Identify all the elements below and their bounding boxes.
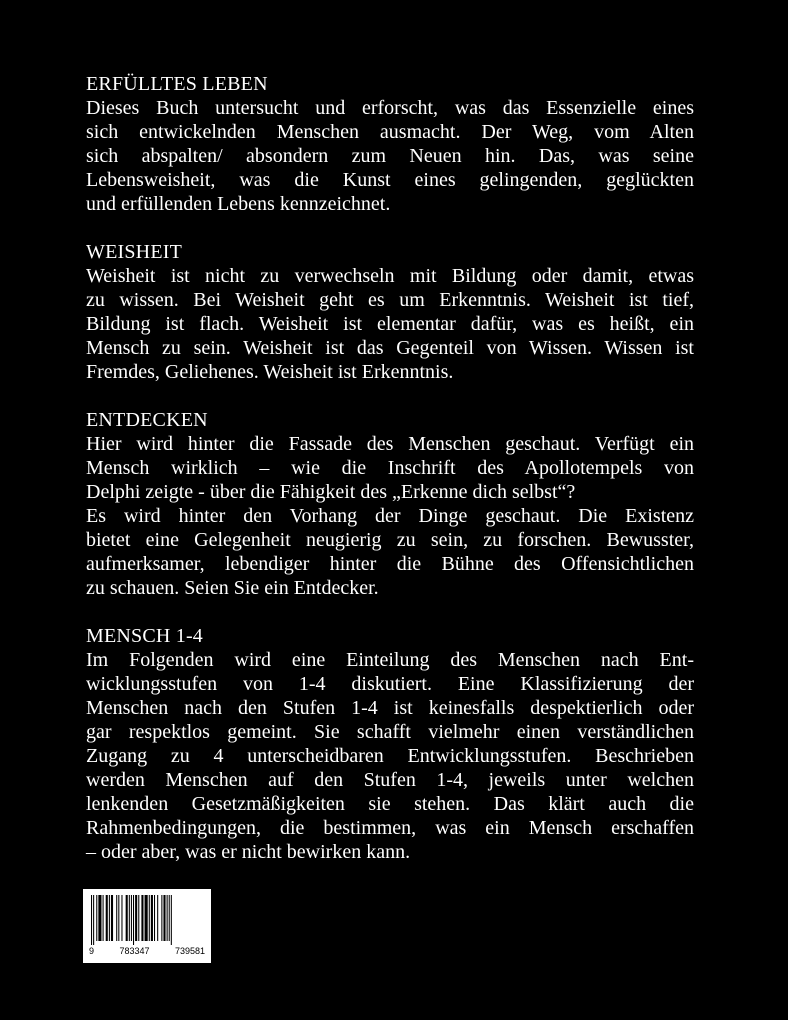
text-line: zu wissen. Bei Weisheit geht es um Erkenntnis. Weisheit ist tief, — [86, 289, 694, 311]
text-line: Im Folgenden wird eine Einteilung des Menschen nach Ent- — [86, 649, 694, 671]
barcode-bar — [163, 895, 165, 941]
section-1 — [86, 72, 694, 216]
text-line: Rahmenbedingungen, die bestimmen, was ein Mensch erschaffen — [86, 817, 694, 839]
barcode-bar — [116, 895, 117, 941]
barcode-bar — [93, 895, 94, 945]
barcode-bar — [131, 895, 132, 941]
barcode-bar — [129, 895, 130, 941]
text-line: Menschen nach den Stufen 1-4 ist keinesfalls despektierlich oder — [86, 697, 694, 719]
barcode-bar — [171, 895, 172, 945]
barcode-bar — [106, 895, 108, 941]
barcode-bar — [121, 895, 122, 941]
barcode-bar — [133, 895, 134, 945]
barcode-bar — [169, 895, 170, 941]
text-line: Bildung ist flach. Weisheit ist elementar dafür, was es heißt, ein — [86, 313, 694, 335]
barcode-bar — [141, 895, 143, 941]
text-line: wicklungsstufen von 1-4 diskutiert. Eine Klassifizierung der — [86, 673, 694, 695]
barcode-bar — [96, 895, 97, 941]
section-paragraph — [86, 648, 694, 864]
text-line: sich abspalten/ absondern zum Neuen hin. Das, was seine — [86, 145, 694, 167]
text-line: Delphi zeigte - über die Fähigkeit des „Erkenne dich selbst“? — [86, 481, 576, 503]
barcode-bar — [149, 895, 150, 941]
text-line: Dieses Buch untersucht und erforscht, was das Essenzielle eines — [86, 97, 694, 119]
text-line: bietet eine Gelegenheit neugierig zu sein, zu forschen. Bewusster, — [86, 529, 694, 551]
barcode-digit-group-2: 739581 — [174, 946, 205, 956]
text-line: gar respektlos gemeint. Sie schafft vielmehr einen verständlichen — [86, 721, 694, 743]
section-heading: ENTDECKEN — [86, 409, 208, 431]
barcode-bar — [138, 895, 139, 941]
text-line: werden Menschen auf den Stufen 1-4, jeweils unter welchen — [86, 769, 694, 791]
text-line: lenkenden Gesetzmäßigkeiten sie stehen. Das klärt auch die — [86, 793, 694, 815]
section-heading: WEISHEIT — [86, 241, 183, 263]
section-heading: MENSCH 1-4 — [86, 625, 204, 647]
text-line: Mensch zu sein. Weisheit ist das Gegenteil von Wissen. Wissen ist — [86, 337, 694, 359]
text-line: Es wird hinter den Vorhang der Dinge geschaut. Die Existenz — [86, 505, 694, 527]
barcode-bar — [118, 895, 119, 941]
barcode-bar — [103, 895, 104, 941]
barcode-digit-group-1: 783347 — [119, 946, 150, 956]
isbn-barcode — [83, 889, 211, 963]
barcode-bar — [91, 895, 92, 945]
text-line: Weisheit ist nicht zu verwechseln mit Bildung oder damit, etwas — [86, 265, 694, 287]
text-line: aufmerksamer, lebendiger hinter die Bühne des Offensichtlichen — [86, 553, 694, 575]
barcode-bar — [157, 895, 158, 941]
text-line: Fremdes, Geliehenes. Weisheit ist Erkenntnis. — [86, 361, 454, 383]
barcode-bar — [154, 895, 155, 941]
text-line: und erfüllenden Lebens kennzeichnet. — [86, 193, 391, 215]
text-line: Mensch wirklich – wie die Inschrift des Apollotempels von — [86, 457, 694, 479]
section-3 — [86, 408, 694, 600]
barcode-bar — [98, 895, 101, 941]
barcode-bar — [161, 895, 162, 941]
barcode-bar — [167, 895, 168, 941]
text-line: zu schauen. Seien Sie ein Entdecker. — [86, 577, 379, 599]
section-4 — [86, 624, 694, 864]
section-paragraph — [86, 264, 694, 384]
barcode-bar — [151, 895, 153, 941]
section-2 — [86, 240, 694, 384]
section-paragraph — [86, 96, 694, 216]
text-line: sich entwickelnden Menschen ausmacht. Der Weg, vom Alten — [86, 121, 694, 143]
barcode-digit-prefix: 9 — [89, 946, 95, 956]
text-line: Lebensweisheit, was die Kunst eines gelingenden, geglückten — [86, 169, 694, 191]
text-line: – oder aber, was er nicht bewirken kann. — [86, 841, 411, 863]
barcode-bar — [135, 895, 137, 941]
barcode-bar — [109, 895, 110, 941]
text-line: Zugang zu 4 unterscheidbaren Entwicklungsstufen. Beschrieben — [86, 745, 694, 767]
barcode-bar — [111, 895, 113, 941]
barcode-digits — [89, 946, 205, 956]
back-cover-text — [86, 72, 694, 888]
barcode-bar — [145, 895, 148, 941]
text-line: Hier wird hinter die Fassade des Menschen geschaut. Verfügt ein — [86, 433, 694, 455]
barcode-bar — [126, 895, 128, 941]
section-paragraph — [86, 432, 694, 600]
section-heading: ERFÜLLTES LEBEN — [86, 73, 268, 95]
barcode-bars — [89, 895, 205, 945]
